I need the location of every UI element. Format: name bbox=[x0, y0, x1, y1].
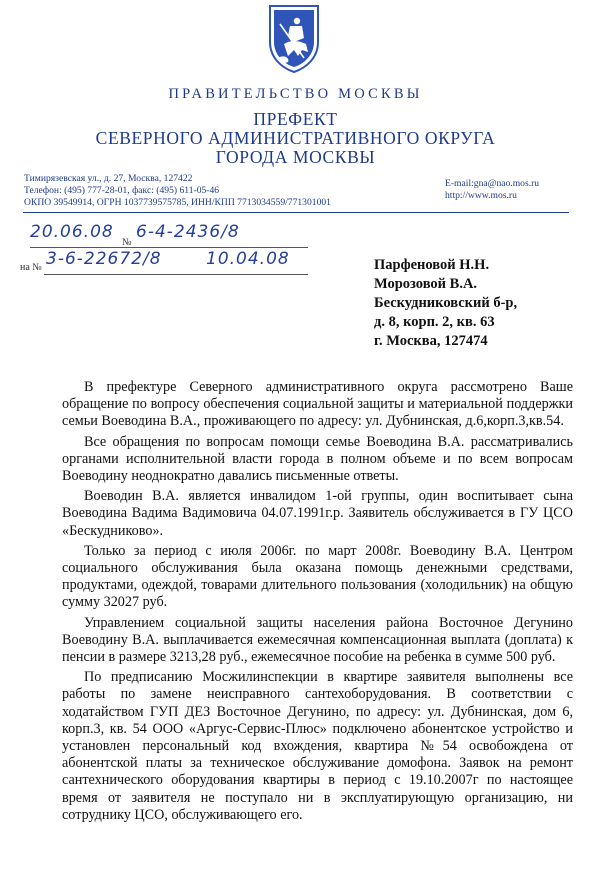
number-label: № bbox=[122, 237, 132, 248]
letterhead-divider bbox=[23, 212, 569, 213]
prefect-title: ПРЕФЕКТ bbox=[253, 109, 338, 129]
government-title: ПРАВИТЕЛЬСТВО МОСКВЫ bbox=[168, 86, 423, 102]
recipient-block bbox=[374, 256, 589, 351]
moscow-coat-of-arms-icon bbox=[264, 2, 324, 74]
body-paragraph-5: Управлением социальной защиты населения района Восточное Дегунино Воеводину В.А. выплачивается ежемесячная компенсационная выплата (доплата) к пенсии в размере 3213,28 руб., ежемесячное пособие на ребенка в сумме 500 руб. bbox=[62, 614, 573, 666]
body-paragraph-3: Воеводин В.А. является инвалидом 1-ой группы, один воспитывает сына Воеводина Вадима Вадимовича 04.07.1991г.р. Заявитель обслуживается в ГУ ЦСО «Бескудниково». bbox=[62, 488, 573, 539]
prefect-city: ГОРОДА МОСКВЫ bbox=[215, 147, 376, 167]
reply-date: 10.04.08 bbox=[206, 249, 290, 269]
body-paragraph-1: В префектуре Северного административного округа рассмотрено Ваше обращение по вопросу обеспечения социальной защиты и материальной поддержки семьи Воеводина В.А., проживающего по адресу: ул. Дубнинская, д.6,корп.3,кв.54. bbox=[62, 379, 573, 430]
in-reply-label: на № bbox=[20, 262, 42, 273]
recipient-line-4: д. 8, корп. 2, кв. 63 bbox=[374, 314, 495, 330]
body-paragraph-2: Все обращения по вопросам помощи семье Воеводина В.А. рассматривались органами исполнительной власти города в полном объеме и по всем вопросам Воеводину неоднократно давались письменные ответы. bbox=[62, 433, 573, 485]
outgoing-date: 20.06.08 bbox=[30, 222, 114, 242]
outgoing-number: 6-4-2436/8 bbox=[136, 222, 240, 242]
email-line: E-mail:gna@nao.mos.ru bbox=[445, 178, 540, 189]
recipient-line-2: Морозовой В.А. bbox=[374, 276, 478, 292]
body-paragraph-4: Только за период с июля 2006г. по март 2008г. Воеводину В.А. Центром социального обслуживания была оказана помощь денежными средствами, продуктами, одеждой, товарами длительного пользования (холодильник) на общую сумму 32027 руб. bbox=[62, 542, 573, 611]
contacts-web bbox=[445, 178, 585, 202]
outgoing-underline bbox=[30, 247, 308, 248]
address-line: Тимирязевская ул., д. 27, Москва, 127422 bbox=[24, 173, 193, 184]
reply-ref: 3-6-22672/8 bbox=[46, 249, 162, 269]
recipient-line-5: г. Москва, 127474 bbox=[374, 333, 488, 349]
phone-line: Телефон: (495) 777-28-01, факс: (495) 611-05-46 bbox=[24, 185, 220, 196]
reply-underline bbox=[44, 274, 308, 275]
letter-body bbox=[62, 379, 573, 827]
website-line: http://www.mos.ru bbox=[445, 190, 517, 201]
codes-line: ОКПО 39549914, ОГРН 1037739575785, ИНН/КПП 7713034559/771301001 bbox=[24, 197, 331, 208]
body-paragraph-6: По предписанию Мосжилинспекции в квартире заявителя выполнены все работы по замене неисправного сантехоборудования. В соответствии с ходатайством ГУП ДЕЗ Восточное Дегунино, по адресу: ул. Дубнинская, дом 6, корп.3, кв. 54 ООО «Аргус-Сервис-Плюс» подключено абонентское устройство и установлен персональный код вхождения, квартира №54 освобождена от абонентской платы за техническое обслуживание домофона. Заявок на ремонт сантехнического оборудования квартиры в период с 19.10.2007г по настоящее время от заявителя не поступало ни в эксплуатирующую организацию, ни сотруднику ЦСО, обслуживающего его. bbox=[62, 669, 573, 823]
recipient-line-1: Парфеновой Н.Н. bbox=[374, 257, 490, 273]
contacts-block bbox=[24, 173, 404, 209]
prefect-district: СЕВЕРНОГО АДМИНИСТРАТИВНОГО ОКРУГА bbox=[95, 128, 496, 148]
recipient-line-3: Бескудниковский б-р, bbox=[374, 295, 518, 311]
